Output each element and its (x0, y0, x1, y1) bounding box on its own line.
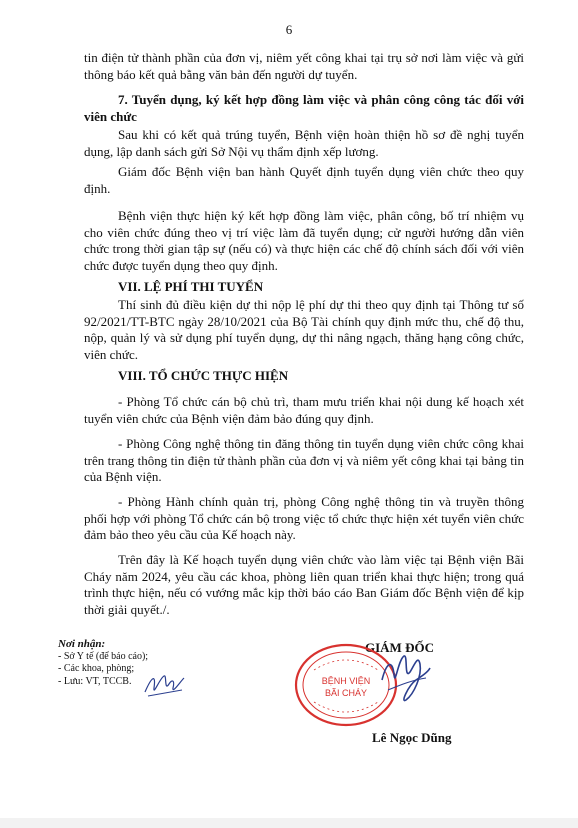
signer-name: Lê Ngọc Dũng (372, 730, 452, 745)
paragraph-7a: Sau khi có kết quả trúng tuyển, Bệnh viện hoàn thiện hồ sơ đề nghị tuyển dụng, lập danh sách gửi Sở Nội vụ thẩm định xếp lương. (84, 127, 524, 159)
seal-text-line2: BÃI CHÁY (324, 688, 368, 698)
paragraph-vii: Thí sinh đủ điều kiện dự thi nộp lệ phí dự thi theo quy định tại Thông tư số 92/2021/TT-BTC ngày 28/10/2021 của Bộ Tài chính quy định mức thu, chế độ thu, nộp, quản lý và sử dụng phí tuyển dụng, dự thi nâng ngạch, thăng hạng công chức, viên chức. (84, 297, 524, 362)
paragraph-7b: Giám đốc Bệnh viện ban hành Quyết định tuyển dụng viên chức theo quy định. (84, 164, 524, 196)
paragraph-viii-2: - Phòng Công nghệ thông tin đăng thông tin tuyển dụng viên chức công khai trên trang thông tin điện tử thành phần của đơn vị và niêm yết công khai tại bảng tin của Bệnh viện. (84, 436, 524, 484)
paragraph-viii-3: - Phòng Hành chính quản trị, phòng Công nghệ thông tin và truyền thông phối hợp với phòng Tổ chức cán bộ trong việc tổ chức thực hiện xét tuyển viên chức đảm bảo theo yêu cầu của Kế hoạch này. (84, 494, 524, 542)
heading-section-viii: VIII. TỔ CHỨC THỰC HIỆN (118, 368, 289, 383)
signer-title: GIÁM ĐỐC (365, 640, 434, 655)
recipients-title: Nơi nhận: (58, 638, 106, 650)
seal-text-line1: BỆNH VIỆN (321, 676, 371, 686)
page-number: 6 (285, 22, 293, 37)
recipients-block (58, 638, 148, 688)
recipient-item: - Lưu: VT, TCCB. (58, 675, 132, 687)
director-signature-image (378, 650, 433, 708)
heading-section-vii: VII. LỆ PHÍ THI TUYỂN (118, 279, 264, 294)
paragraph-closing: Trên đây là Kế hoạch tuyển dụng viên chức vào làm việc tại Bệnh viện Bãi Cháy năm 2024, yêu cầu các khoa, phòng liên quan triển khai thực hiện; trong quá trình thực hiện, nếu có vướng mắc kịp thời báo cáo Ban Giám đốc Bệnh viện để kịp thời giải quyết./. (84, 552, 524, 617)
initials-signature-image (142, 670, 187, 700)
recipient-item: - Sở Y tế (để báo cáo); (58, 650, 149, 662)
heading-section-7: 7. Tuyển dụng, ký kết hợp đồng làm việc và phân công công tác đối với viên chức (84, 92, 524, 124)
paragraph-viii-1: - Phòng Tổ chức cán bộ chủ trì, tham mưu triển khai nội dung kế hoạch xét tuyển viên chức của Bệnh viện đảm bảo đúng quy định. (84, 394, 524, 426)
paragraph-7c: Bệnh viện thực hiện ký kết hợp đồng làm việc, phân công, bố trí nhiệm vụ cho viên chức đúng theo vị trí việc làm đã tuyển dụng; cử người hướng dẫn viên chức trong thời gian tập sự (nếu có) và thực hiện các chế độ chính sách đối với viên chức được tuyển dụng theo quy định. (84, 208, 524, 273)
paragraph-results-notice: tin điện tử thành phần của đơn vị, niêm yết công khai tại trụ sở nơi làm việc và gửi thông báo kết quả bằng văn bản đến người dự tuyển. (84, 50, 524, 82)
page-bottom-edge (0, 818, 578, 828)
recipient-item: - Các khoa, phòng; (58, 663, 135, 674)
